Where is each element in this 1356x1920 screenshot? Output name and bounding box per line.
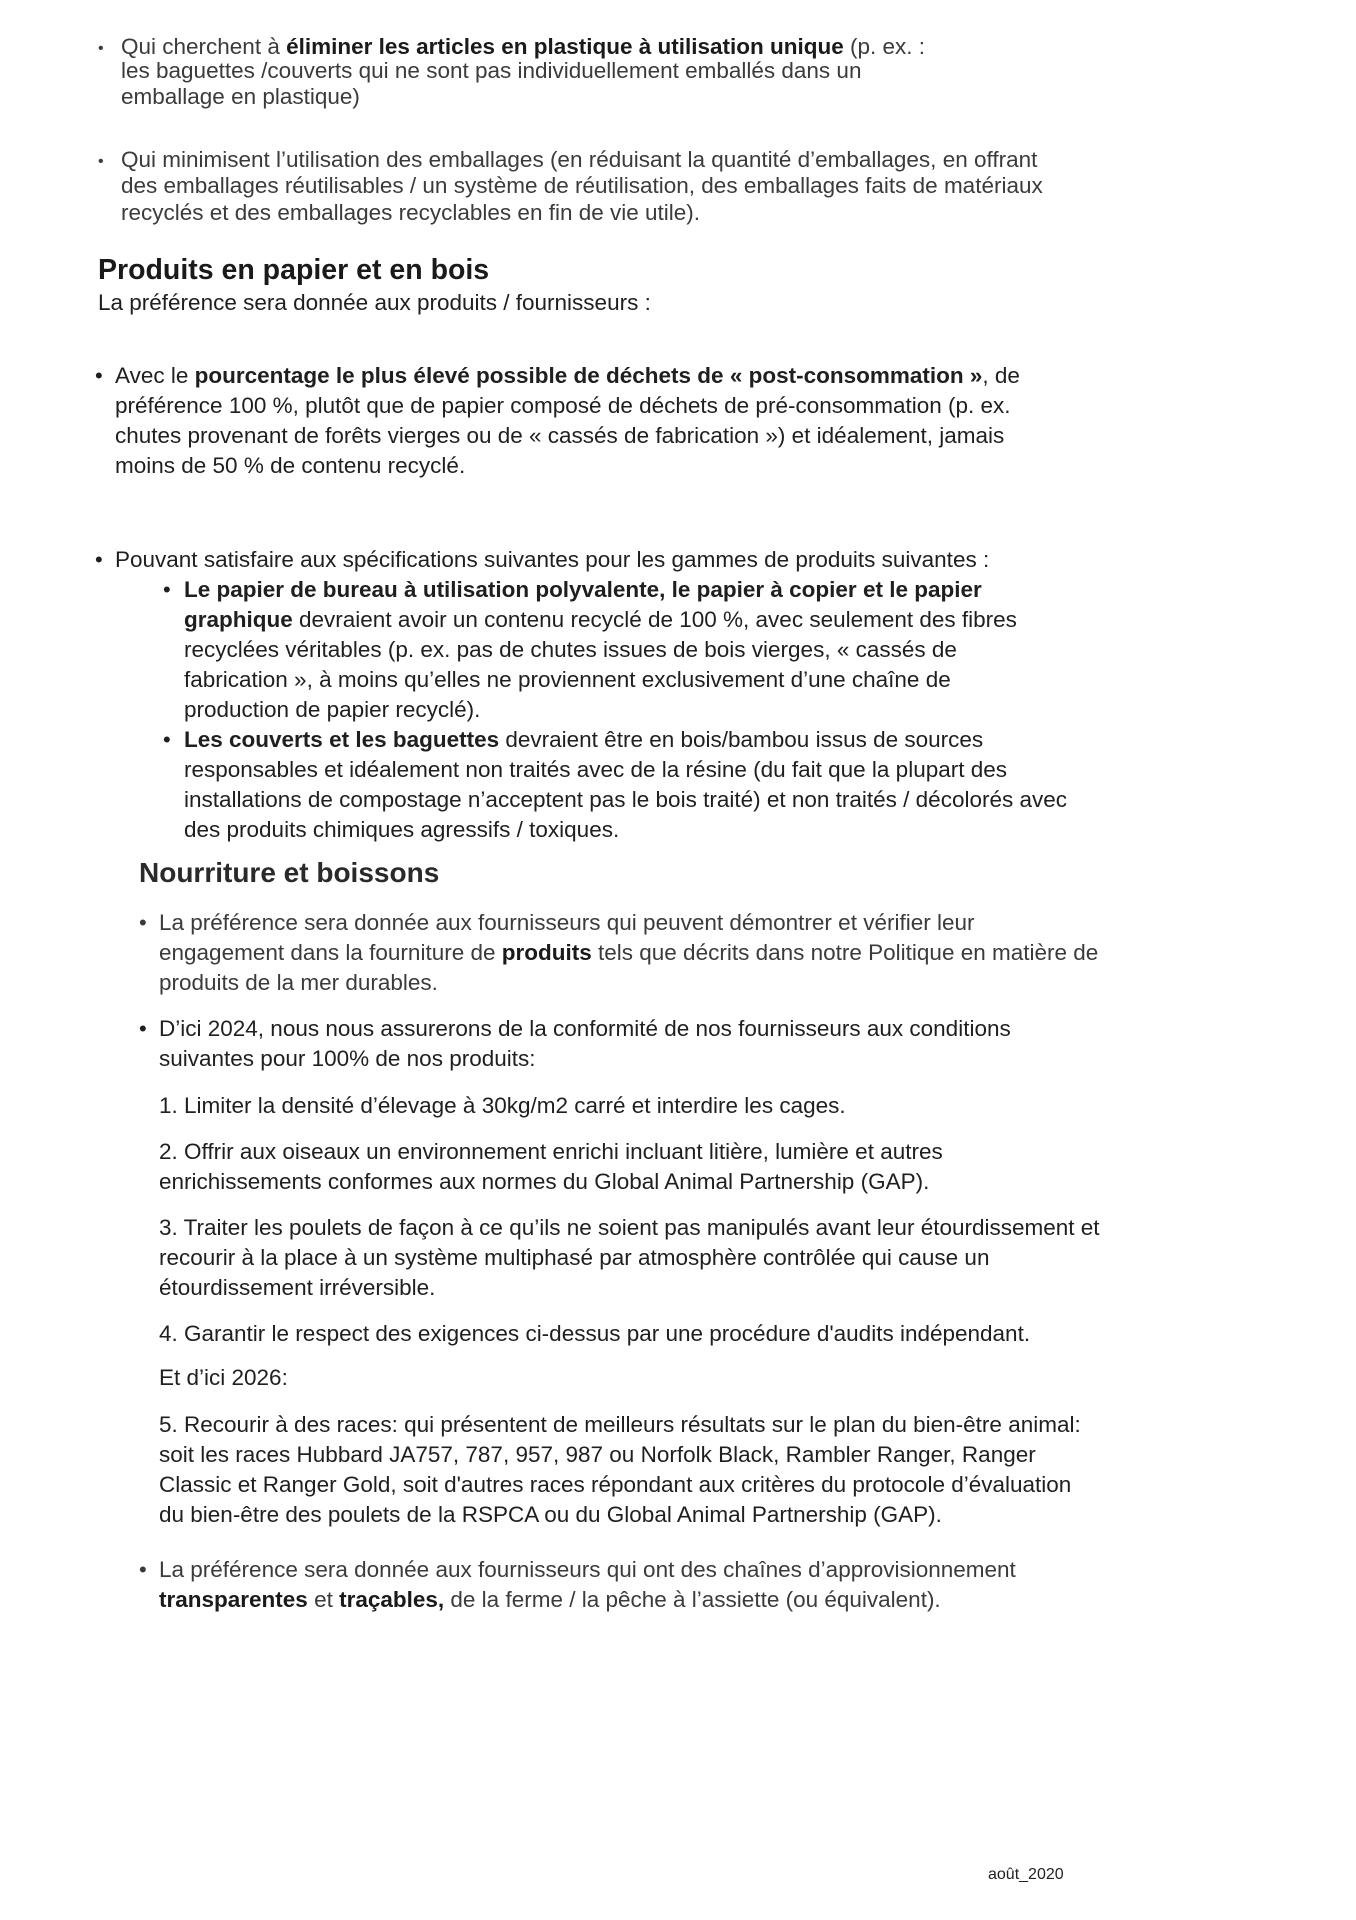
subitem-2-line-3: installations de compostage n’acceptent pas le bois traité) et non traités / décolorés avec (184, 787, 1068, 812)
subitem-1-line-1: Le papier de bureau à utilisation polyvalente, le papier à copier et le papier (184, 577, 982, 602)
requirement-5-line-4: du bien-être des poulets de la RSPCA ou du Global Animal Partnership (GAP). (159, 1502, 942, 1527)
food-item-2-line-2: suivantes pour 100% de nos produits: (159, 1046, 536, 1071)
plastic-item-1-line-1: Qui cherchent à éliminer les articles en plastique à utilisation unique (p. ex. : (121, 34, 926, 59)
plastic-item-1-line-2: les baguettes /couverts qui ne sont pas individuellement emballés dans un (121, 58, 862, 83)
paper-item-1-line-4: moins de 50 % de contenu recyclé. (115, 453, 466, 478)
bullet: • (139, 1016, 147, 1041)
requirement-2-line-2: enrichissements conformes aux normes du Global Animal Partnership (GAP). (159, 1169, 930, 1194)
paper-intro: La préférence sera donnée aux produits / fournisseurs : (98, 290, 651, 315)
requirement-5-line-1: 5. Recourir à des races: qui présentent de meilleurs résultats sur le plan du bien-être animal: (159, 1412, 1081, 1437)
subitem-2-line-2: responsables et idéalement non traités avec de la résine (du fait que la plupart des (184, 757, 1008, 782)
paper-item-1-line-1: Avec le pourcentage le plus élevé possible de déchets de « post-consommation », de (115, 363, 1020, 388)
section-heading-food: Nourriture et boissons (139, 857, 440, 888)
requirement-3-line-3: étourdissement irréversible. (159, 1275, 436, 1300)
subitem-2-line-1: Les couverts et les baguettes devraient être en bois/bambou issus de sources (184, 727, 984, 752)
requirement-5-line-3: Classic et Ranger Gold, soit d'autres races répondant aux critères du protocole d’évaluation (159, 1472, 1072, 1497)
subitem-1-line-3: recyclées véritables (p. ex. pas de chutes issues de bois vierges, « cassés de (184, 637, 957, 662)
requirement-2-line-1: 2. Offrir aux oiseaux un environnement enrichi incluant litière, lumière et autres (159, 1139, 943, 1164)
footer-date: août_2020 (988, 1866, 1064, 1883)
subitem-2-line-4: des produits chimiques agressifs / toxiques. (184, 817, 620, 842)
food-item-2-line-1: D’ici 2024, nous nous assurerons de la conformité de nos fournisseurs aux conditions (159, 1016, 1011, 1041)
paper-item-1-line-3: chutes provenant de forêts vierges ou de « cassés de fabrication ») et idéalement, jamais (115, 423, 1005, 448)
bullet: • (163, 727, 171, 752)
food-item-1-line-3: produits de la mer durables. (159, 970, 438, 995)
plastic-item-2-line-3: recyclés et des emballages recyclables en fin de vie utile). (121, 200, 701, 225)
requirement-3-line-2: recourir à la place à un système multiphasé par atmosphère contrôlée qui cause un (159, 1245, 990, 1270)
food-item-3-line-2: transparentes et traçables, de la ferme / la pêche à l’assiette (ou équivalent). (159, 1587, 941, 1612)
plastic-item-2-line-1: Qui minimisent l’utilisation des emballages (en réduisant la quantité d’emballages, en offrant (121, 147, 1038, 172)
bullet: • (139, 1557, 147, 1582)
section-heading-paper: Produits en papier et en bois (98, 254, 490, 286)
bullet: • (139, 910, 147, 935)
bullet: • (95, 363, 103, 388)
paper-item-2-line-1: Pouvant satisfaire aux spécifications suivantes pour les gammes de produits suivantes : (115, 547, 990, 572)
requirement-5-line-2: soit les races Hubbard JA757, 787, 957, 987 ou Norfolk Black, Rambler Ranger, Ranger (159, 1442, 1036, 1467)
bullet: • (98, 153, 104, 170)
bullet: • (98, 40, 104, 57)
bullet: • (163, 577, 171, 602)
plastic-item-2-line-2: des emballages réutilisables / un système de réutilisation, des emballages faits de matériaux (121, 173, 1043, 198)
requirement-3-line-1: 3. Traiter les poulets de façon à ce qu’ils ne soient pas manipulés avant leur étourdissement et (159, 1215, 1100, 1240)
requirement-1: 1. Limiter la densité d’élevage à 30kg/m2 carré et interdire les cages. (159, 1093, 846, 1118)
by-2026-label: Et d’ici 2026: (159, 1365, 288, 1390)
food-item-1-line-1: La préférence sera donnée aux fournisseurs qui peuvent démontrer et vérifier leur (159, 910, 975, 935)
subitem-1-line-2: graphique devraient avoir un contenu recyclé de 100 %, avec seulement des fibres (184, 607, 1017, 632)
food-item-3-line-1: La préférence sera donnée aux fournisseurs qui ont des chaînes d’approvisionnement (159, 1557, 1016, 1582)
subitem-1-line-5: production de papier recyclé). (184, 697, 481, 722)
subitem-1-line-4: fabrication », à moins qu’elles ne proviennent exclusivement d’une chaîne de (184, 667, 951, 692)
food-item-1-line-2: engagement dans la fourniture de produits tels que décrits dans notre Politique en matière de (159, 940, 1099, 965)
requirement-4: 4. Garantir le respect des exigences ci-dessus par une procédure d'audits indépendant. (159, 1321, 1031, 1346)
paper-item-1-line-2: préférence 100 %, plutôt que de papier composé de déchets de pré-consommation (p. ex. (115, 393, 1011, 418)
plastic-item-1-line-3: emballage en plastique) (121, 84, 360, 109)
bullet: • (95, 547, 103, 572)
